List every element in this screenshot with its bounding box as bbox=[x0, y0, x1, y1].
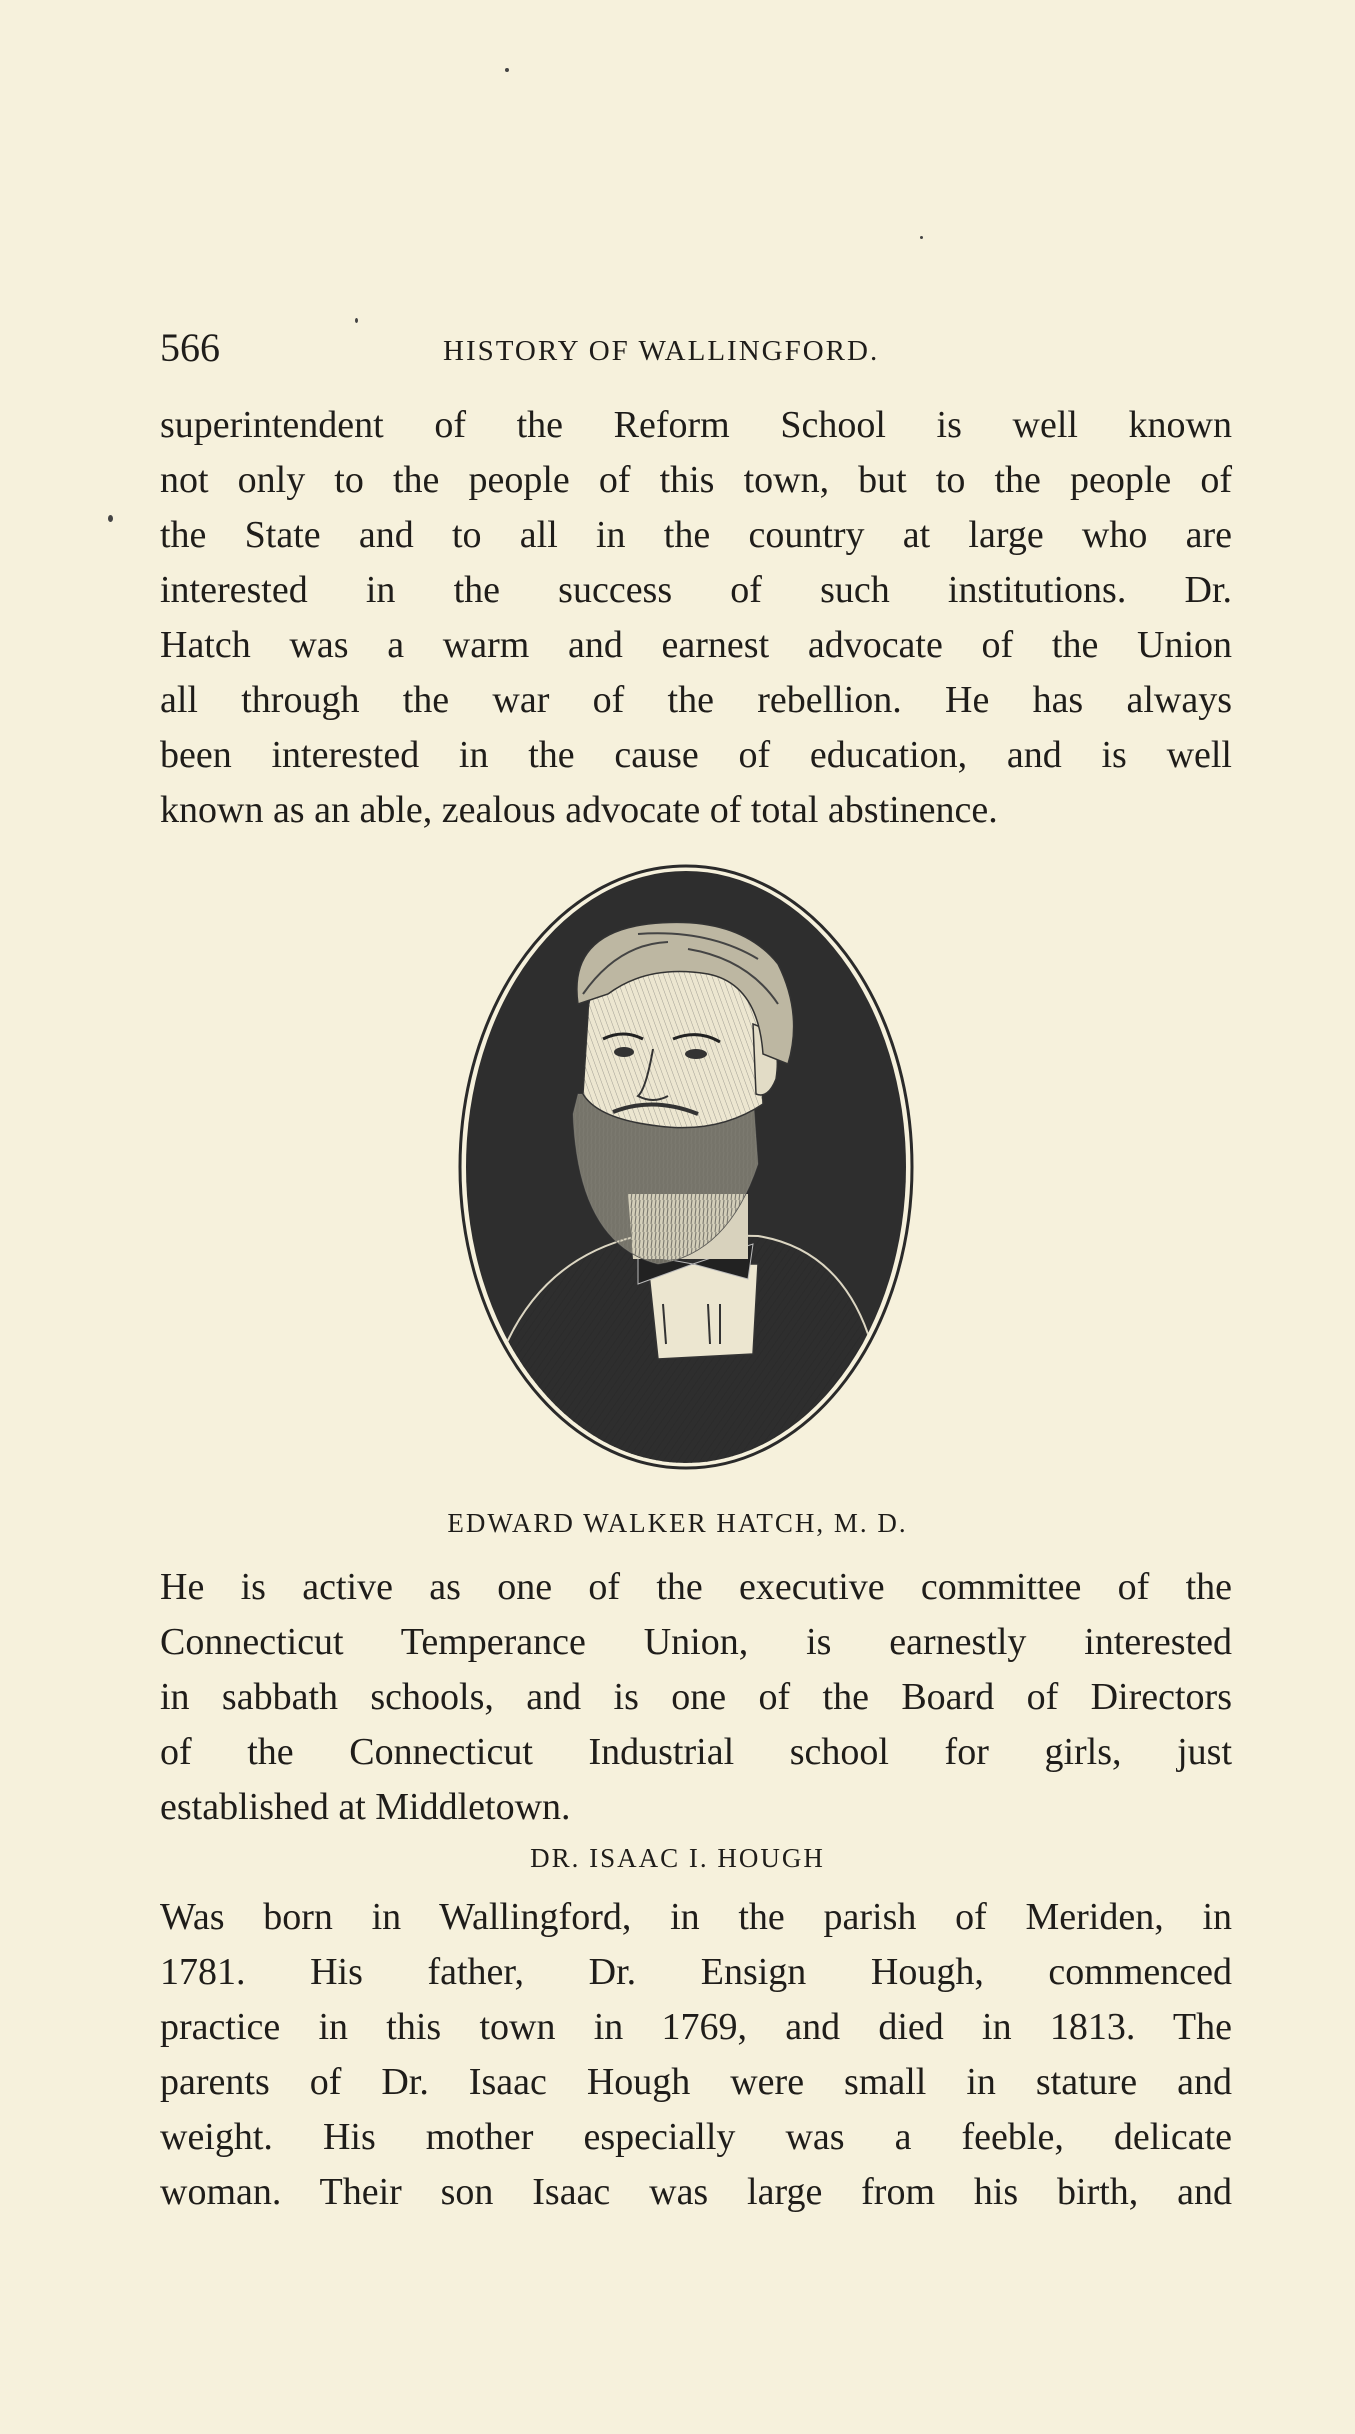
text-line: of the Connecticut Industrial school for girls, just bbox=[160, 1731, 1232, 1773]
paragraph-2 bbox=[160, 1560, 1232, 1835]
page-header bbox=[160, 318, 1240, 378]
text-line: been interested in the cause of education, and is well bbox=[160, 734, 1232, 776]
print-speck bbox=[108, 515, 113, 522]
portrait-caption-text: EDWARD WALKER HATCH, M. D. bbox=[447, 1508, 908, 1538]
running-head: HISTORY OF WALLINGFORD. bbox=[443, 335, 880, 367]
text-line: in sabbath schools, and is one of the Board of Directors bbox=[160, 1676, 1232, 1718]
paragraph-1 bbox=[160, 398, 1232, 838]
text-line: weight. His mother especially was a feeble, delicate bbox=[160, 2116, 1232, 2158]
portrait-caption bbox=[0, 1508, 1355, 1539]
text-line: superintendent of the Reform School is well known bbox=[160, 404, 1232, 446]
text-line: Connecticut Temperance Union, is earnestly interested bbox=[160, 1621, 1232, 1663]
section-heading bbox=[0, 1843, 1355, 1874]
text-line: Hatch was a warm and earnest advocate of the Union bbox=[160, 624, 1232, 666]
print-speck bbox=[920, 236, 923, 239]
paragraph-3 bbox=[160, 1890, 1232, 2220]
text-line: 1781. His father, Dr. Ensign Hough, commenced bbox=[160, 1951, 1232, 1993]
text-line: known as an able, zealous advocate of total abstinence. bbox=[160, 789, 998, 831]
text-line: not only to the people of this town, but to the people of bbox=[160, 459, 1232, 501]
text-line: woman. Their son Isaac was large from his birth, and bbox=[160, 2171, 1232, 2213]
page-number: 566 bbox=[160, 325, 220, 370]
text-line: all through the war of the rebellion. He has always bbox=[160, 679, 1232, 721]
portrait-engraving bbox=[458, 864, 914, 1470]
text-line: interested in the success of such institutions. Dr. bbox=[160, 569, 1232, 611]
text-line: practice in this town in 1769, and died in 1813. The bbox=[160, 2006, 1232, 2048]
section-heading-text: DR. ISAAC I. HOUGH bbox=[530, 1843, 825, 1873]
text-line: parents of Dr. Isaac Hough were small in stature and bbox=[160, 2061, 1232, 2103]
text-line: the State and to all in the country at large who are bbox=[160, 514, 1232, 556]
text-line: Was born in Wallingford, in the parish of Meriden, in bbox=[160, 1896, 1232, 1938]
text-line: established at Middletown. bbox=[160, 1786, 571, 1828]
text-line: He is active as one of the executive committee of the bbox=[160, 1566, 1232, 1608]
print-speck bbox=[505, 68, 509, 72]
